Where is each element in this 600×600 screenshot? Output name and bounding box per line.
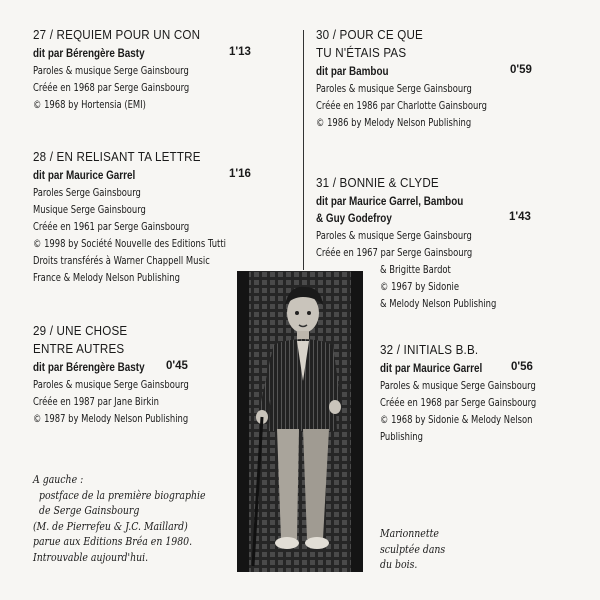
track-credit-line: Créée en 1961 par Serge Gainsbourg bbox=[33, 221, 190, 233]
track-duration: 1'13 bbox=[229, 46, 251, 58]
track-credit-line: France & Melody Nelson Publishing bbox=[33, 272, 180, 284]
track-performer: dit par Maurice Garrel bbox=[33, 170, 136, 182]
caption-right bbox=[380, 526, 457, 573]
track-performer-continued: & Guy Godefroy bbox=[316, 213, 392, 225]
track-credit-line: Créée en 1987 par Jane Birkin bbox=[33, 396, 159, 408]
caption-line: du bois. bbox=[380, 558, 418, 571]
caption-line: (M. de Pierrefeu & J.C. Maillard) bbox=[33, 519, 188, 533]
caption-line: A gauche : bbox=[33, 473, 84, 486]
track-credit-line: © 1968 by Sidonie & Melody Nelson bbox=[380, 414, 533, 426]
caption-line: postface de la première biographie bbox=[39, 488, 206, 502]
track-32 bbox=[380, 343, 580, 446]
track-credit-line: Paroles & musique Serge Gainsbourg bbox=[316, 83, 472, 95]
column-divider bbox=[303, 30, 304, 270]
track-credit-line: Paroles & musique Serge Gainsbourg bbox=[380, 380, 536, 392]
track-credit-line: & Brigitte Bardot bbox=[380, 264, 451, 276]
caption-line: Introuvable aujourd'hui. bbox=[33, 550, 149, 564]
track-credit-line: © 1968 by Hortensia (EMI) bbox=[33, 99, 146, 111]
track-credit-line: Paroles & musique Serge Gainsbourg bbox=[316, 230, 472, 242]
track-performer: dit par Maurice Garrel, Bambou bbox=[316, 196, 464, 208]
caption-line: parue aux Editions Bréa en 1980. bbox=[33, 535, 193, 548]
track-credit-line: Droits transférés à Warner Chappell Music bbox=[33, 255, 210, 267]
track-title: 31 / BONNIE & CLYDE bbox=[316, 176, 439, 190]
track-duration: 1'43 bbox=[509, 211, 531, 223]
track-duration: 1'16 bbox=[229, 168, 251, 180]
track-30 bbox=[316, 28, 556, 132]
track-performer: dit par Bambou bbox=[316, 66, 389, 78]
track-title: 30 / POUR CE QUE bbox=[316, 28, 423, 42]
caption-line: Marionnette bbox=[380, 527, 439, 540]
track-title: 29 / UNE CHOSE bbox=[33, 324, 128, 338]
track-performer: dit par Maurice Garrel bbox=[380, 363, 483, 375]
track-title: 32 / INITIALS B.B. bbox=[380, 343, 479, 357]
track-credit-line: Paroles & musique Serge Gainsbourg bbox=[33, 65, 189, 77]
marionette-figure-image bbox=[237, 271, 363, 572]
track-29 bbox=[33, 324, 233, 428]
track-title-continued: TU N'ÉTAIS PAS bbox=[316, 46, 407, 60]
track-credit-line: Créée en 1968 par Serge Gainsbourg bbox=[33, 82, 190, 94]
track-title-continued: ENTRE AUTRES bbox=[33, 342, 125, 356]
track-credit-line: © 1967 by Sidonie bbox=[380, 281, 460, 293]
track-credit-line: Créée en 1968 par Serge Gainsbourg bbox=[380, 397, 537, 409]
track-credit-line: Publishing bbox=[380, 431, 423, 443]
track-credit-line: Créée en 1967 par Serge Gainsbourg bbox=[316, 247, 473, 259]
track-credit-line: Paroles & musique Serge Gainsbourg bbox=[33, 379, 189, 391]
track-credit-line: © 1998 by Société Nouvelle des Editions Tutti bbox=[33, 238, 226, 250]
track-duration: 0'45 bbox=[166, 360, 188, 372]
track-credit-line: Musique Serge Gainsbourg bbox=[33, 204, 146, 216]
caption-left bbox=[33, 472, 235, 565]
track-credit-line: & Melody Nelson Publishing bbox=[380, 298, 497, 310]
track-title: 28 / EN RELISANT TA LETTRE bbox=[33, 150, 201, 164]
caption-line: sculptée dans bbox=[380, 542, 446, 556]
track-duration: 0'56 bbox=[511, 361, 533, 373]
track-credit-line: © 1986 by Melody Nelson Publishing bbox=[316, 117, 472, 129]
marionette-photo bbox=[237, 271, 363, 572]
track-credit-line: © 1987 by Melody Nelson Publishing bbox=[33, 413, 189, 425]
track-credit-line: Créée en 1986 par Charlotte Gainsbourg bbox=[316, 100, 487, 112]
caption-line: de Serge Gainsbourg bbox=[39, 504, 140, 517]
track-performer: dit par Bérengère Basty bbox=[33, 362, 145, 374]
track-duration: 0'59 bbox=[510, 64, 532, 76]
track-performer: dit par Bérengère Basty bbox=[33, 48, 145, 60]
track-28 bbox=[33, 150, 263, 287]
track-27 bbox=[33, 28, 263, 114]
track-credit-line: Paroles Serge Gainsbourg bbox=[33, 187, 141, 199]
track-title: 27 / REQUIEM POUR UN CON bbox=[33, 28, 201, 42]
